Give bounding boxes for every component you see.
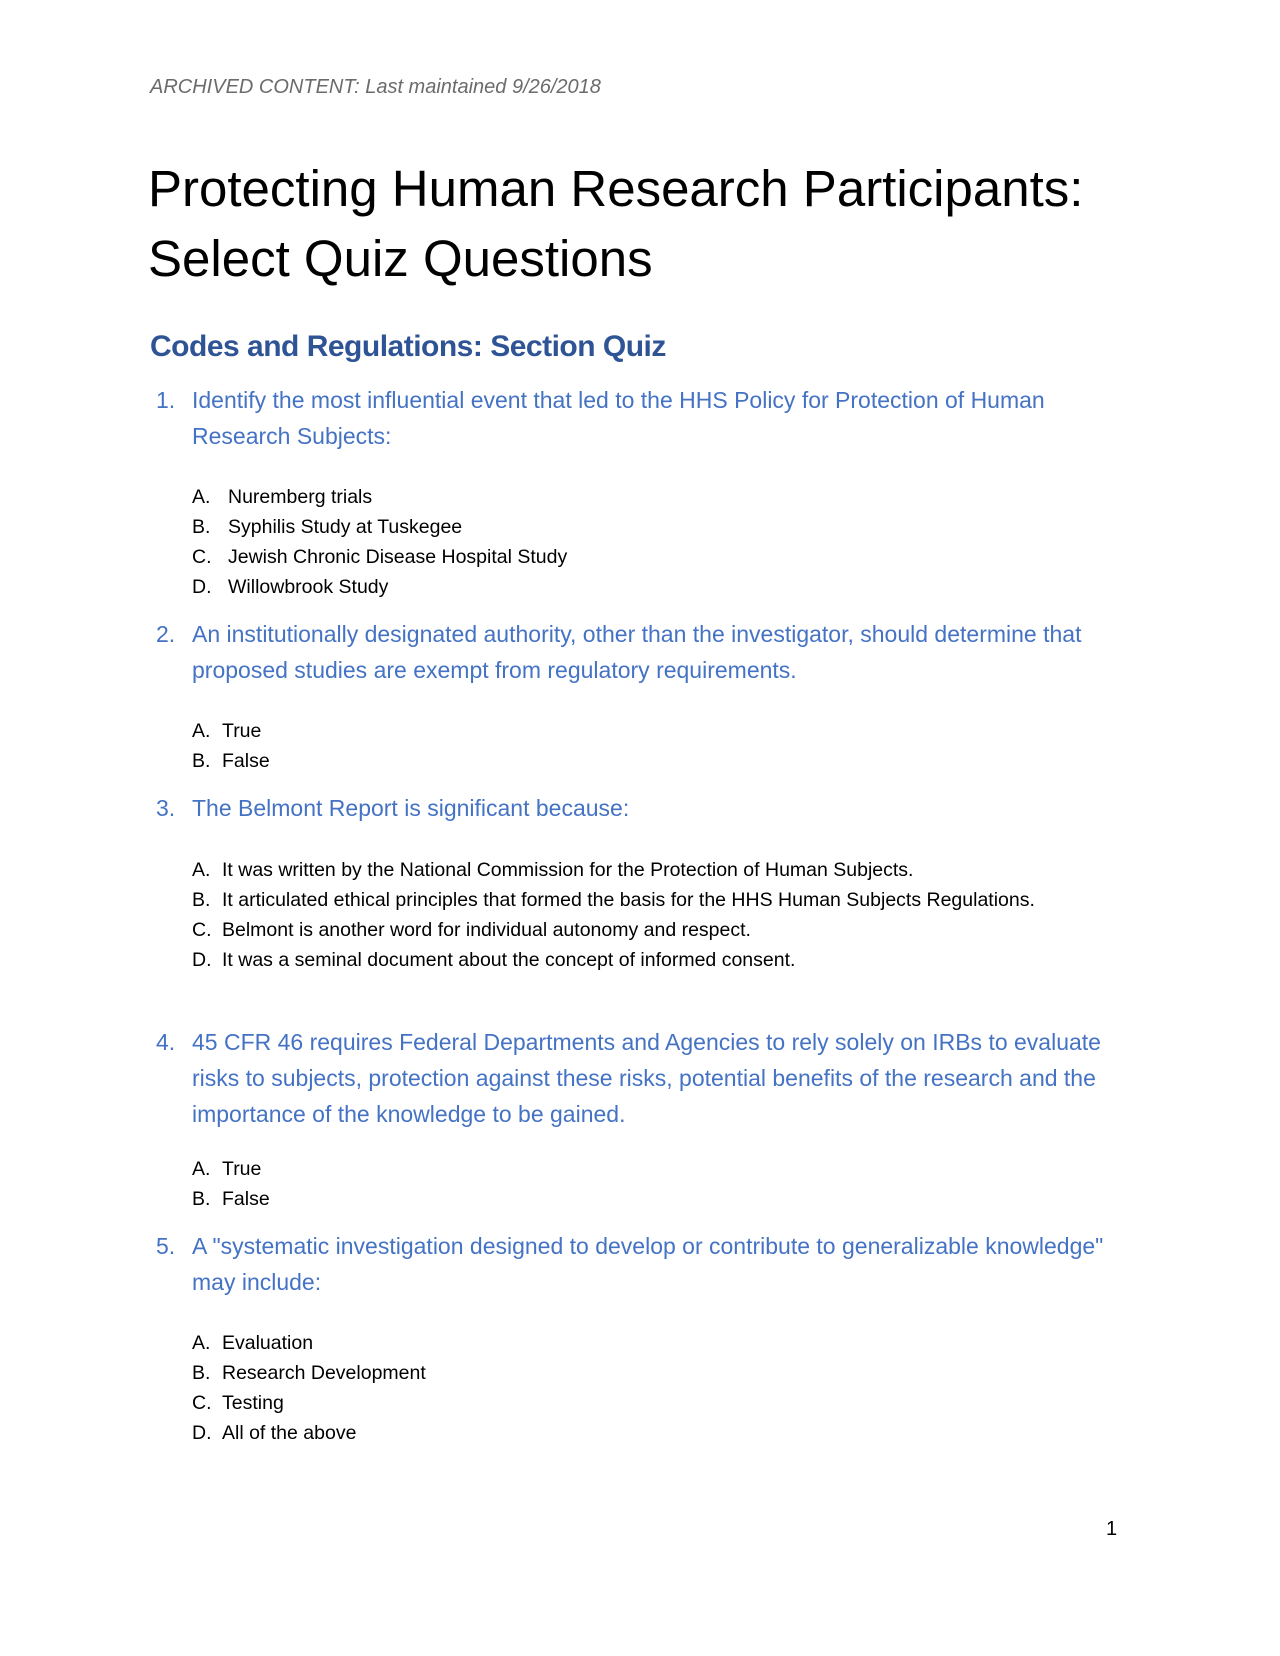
answer-option: [186, 1154, 270, 1184]
archived-note: ARCHIVED CONTENT: Last maintained 9/26/2018: [150, 76, 601, 98]
option-text: Jewish Chronic Disease Hospital Study: [228, 546, 568, 568]
option-letter: A.: [192, 859, 211, 881]
option-letter: B.: [192, 516, 211, 538]
option-letter: C.: [192, 546, 212, 568]
answer-option: [186, 572, 567, 602]
question-1: [150, 382, 1140, 454]
answer-option: [186, 746, 270, 776]
answer-option: [186, 915, 1035, 945]
option-letter: C.: [192, 1392, 212, 1414]
answer-option: [186, 945, 1035, 975]
question-number: 3.: [156, 795, 176, 821]
question-4-options: [186, 1154, 270, 1214]
answer-option: [186, 542, 567, 572]
page-number: 1: [1106, 1518, 1118, 1540]
question-1-options: [186, 482, 567, 602]
option-text: Evaluation: [222, 1332, 314, 1354]
answer-option: [186, 885, 1035, 915]
option-text: It was a seminal document about the concept of informed consent.: [222, 949, 796, 971]
question-text: Identify the most influential event that led to the HHS Policy for Protection of Human Research Subjects:: [192, 387, 1045, 449]
question-2: [150, 616, 1140, 688]
option-text: Nuremberg trials: [228, 486, 373, 508]
option-text: Belmont is another word for individual autonomy and respect.: [222, 919, 751, 941]
section-heading: Codes and Regulations: Section Quiz: [150, 330, 666, 363]
option-text: Willowbrook Study: [228, 576, 389, 598]
answer-option: [186, 482, 567, 512]
question-text: The Belmont Report is significant because:: [192, 795, 630, 821]
answer-option: [186, 1388, 426, 1418]
question-number: 4.: [156, 1029, 176, 1055]
option-letter: B.: [192, 889, 211, 911]
answer-option: [186, 716, 270, 746]
option-letter: D.: [192, 576, 212, 598]
option-text: It was written by the National Commission for the Protection of Human Subjects.: [222, 859, 914, 881]
question-number: 1.: [156, 387, 176, 413]
answer-option: [186, 1184, 270, 1214]
answer-option: [186, 512, 567, 542]
option-letter: D.: [192, 1422, 212, 1444]
answer-option: [186, 1328, 426, 1358]
option-letter: B.: [192, 750, 211, 772]
option-letter: B.: [192, 1188, 211, 1210]
answer-option: [186, 1358, 426, 1388]
option-text: Testing: [222, 1392, 284, 1414]
page-title: Protecting Human Research Participants: Select Quiz Questions: [148, 160, 1084, 287]
option-text: It articulated ethical principles that formed the basis for the HHS Human Subjects Regulations.: [222, 889, 1035, 911]
option-text: Research Development: [222, 1362, 426, 1384]
option-text: All of the above: [222, 1422, 357, 1444]
option-text: True: [222, 1158, 262, 1180]
option-text: False: [222, 1188, 270, 1210]
option-letter: A.: [192, 486, 211, 508]
option-letter: A.: [192, 1332, 211, 1354]
question-2-options: [186, 716, 270, 776]
option-letter: A.: [192, 720, 211, 742]
question-number: 2.: [156, 621, 176, 647]
question-text: 45 CFR 46 requires Federal Departments and Agencies to rely solely on IRBs to evaluate risks to subjects, protection against these risks, potential benefits of the research and the importance of the knowledge to be gained.: [192, 1029, 1101, 1127]
question-3-options: [186, 855, 1035, 975]
option-letter: D.: [192, 949, 212, 971]
answer-option: [186, 855, 1035, 885]
question-text: An institutionally designated authority, other than the investigator, should determine that proposed studies are exempt from regulatory requirements.: [192, 621, 1082, 683]
option-text: Syphilis Study at Tuskegee: [228, 516, 463, 538]
option-letter: C.: [192, 919, 212, 941]
option-letter: B.: [192, 1362, 211, 1384]
question-5: [150, 1228, 1140, 1300]
question-number: 5.: [156, 1233, 176, 1259]
question-text: A "systematic investigation designed to develop or contribute to generalizable knowledge" may include:: [192, 1233, 1104, 1295]
answer-option: [186, 1418, 426, 1448]
question-3: [150, 790, 1140, 826]
question-4: [150, 1024, 1140, 1132]
option-letter: A.: [192, 1158, 211, 1180]
option-text: False: [222, 750, 270, 772]
question-5-options: [186, 1328, 426, 1448]
option-text: True: [222, 720, 262, 742]
